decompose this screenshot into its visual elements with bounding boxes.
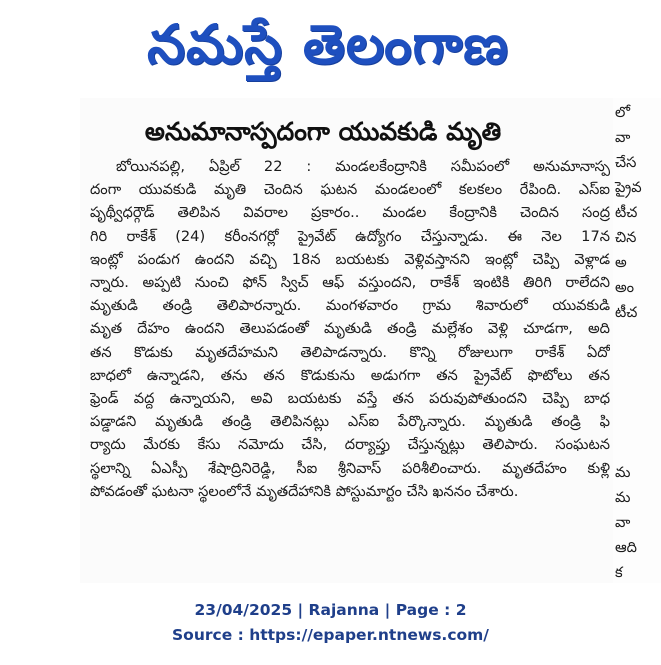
article-line: ఫ్రెండ్ వద్ద ఉన్నాయని, అవి బయటకు వస్తే తన పరువుపోతుందని చెప్పి బాధ (90, 390, 610, 408)
page-footer (0, 598, 661, 648)
side-column-fragment: అ (615, 254, 627, 271)
side-column-fragment: క (615, 564, 623, 581)
article-line: బాధలో ఉన్నాడని, తను తన కొడుకును అడుగగా తన ప్రైవేట్ ఫొటోలు తన (90, 366, 610, 384)
article-line: ఇంట్లో పండుగ ఉందని వచ్చి 18న బయటకు వెళ్లివస్తానని ఇంట్లో చెప్పి వెళ్లాడ (90, 250, 610, 268)
article-line: దంగా యువకుడి మృతి చెందిన ఘటన మండలంలో కలకలం రేపింది. ఎస్ఐ (90, 181, 610, 199)
article-line: బోయినపల్లి, ఏప్రిల్ 22 : మండలకేంద్రానికి సమీపంలో అనుమానాస్ప (116, 158, 610, 175)
article-line: న్నారు. అప్పటి నుంచి ఫోన్ స్విచ్ ఆఫ్ వస్తుందని, రాకేశ్ ఇంటికి తిరిగి రాలేదని (90, 274, 610, 292)
side-column-fragment: అం (615, 279, 635, 296)
side-column-fragment: మ (615, 464, 631, 481)
article-line: మృత దేహం ఉందని తెలుపడంతో మృతుడి తండ్రి మల్లేశం వెళ్లి చూడగా, అది (90, 320, 610, 338)
newspaper-logo: నమస్తే తెలంగాణ (147, 13, 509, 76)
article-line: స్థలాన్ని ఏఎస్పీ శేషాద్రినిరెడ్డి, సీఐ శ్రీనివాస్ పరిశీలించారు. మృతదేహం కుళ్లి (90, 459, 610, 477)
edition-date-line: 23/04/2025 | Rajanna | Page : 2 (194, 601, 467, 619)
side-column-fragment: మ (615, 489, 631, 506)
side-column-fragment: చిన (615, 229, 637, 246)
source-line: Source : https://epaper.ntnews.com/ (172, 626, 489, 644)
side-column-fragment: వా (615, 514, 631, 531)
article-line: మృతుడి తండ్రి తెలిపారన్నారు. మంగళవారం గ్రామ శివారులో యువకుడి (90, 297, 610, 315)
side-column-fragment: ఆది (615, 539, 637, 556)
article-headline: అనుమానాస్పదంగా యువకుడి మృతి (144, 117, 502, 146)
article-line: ర్యాదు మేరకు కేసు నమోదు చేసి, దర్యాప్తు చేస్తున్నట్లు తెలిపారు. సంఘటన (90, 436, 610, 454)
side-column-fragment: చేస (615, 154, 637, 171)
side-column-fragment: ప్రైవ (615, 179, 642, 196)
article-line: తన కొడుకు మృతదేహమని తెలిపాడన్నారు. కొన్ని రోజులుగా రాకేశ్ ఏదో (90, 343, 610, 361)
article-line: గిరి రాకేశ్ (24) కరీంనగర్లో ప్రైవేట్ ఉద్యోగం చేస్తున్నాడు. ఈ నెల 17న (90, 227, 610, 245)
side-column-fragment: లో (615, 104, 631, 121)
adjacent-column-fragment (613, 98, 661, 583)
article-line: పోవడంతో ఘటనా స్థలంలోనే మృతదేహానికి పోస్టుమార్టం చేసి ఖననం చేశారు. (90, 482, 519, 500)
article-body (90, 155, 610, 575)
side-column-fragment: వా (615, 129, 631, 146)
article-line: పడ్డాడని మృతుడి తండ్రి తెలిపినట్లు ఎస్ఐ పేర్కొన్నారు. మృతుడి తండ్రి ఫి (90, 413, 610, 431)
article-line: పృథ్వీధర్గౌడ్ తెలిపిన వివరాల ప్రకారం.. మండల కేంద్రానికి చెందిన సంద్ర (90, 204, 610, 222)
masthead (0, 0, 661, 95)
side-column-fragment: టీచ (615, 204, 638, 221)
side-column-fragment: టీచ (615, 304, 638, 321)
